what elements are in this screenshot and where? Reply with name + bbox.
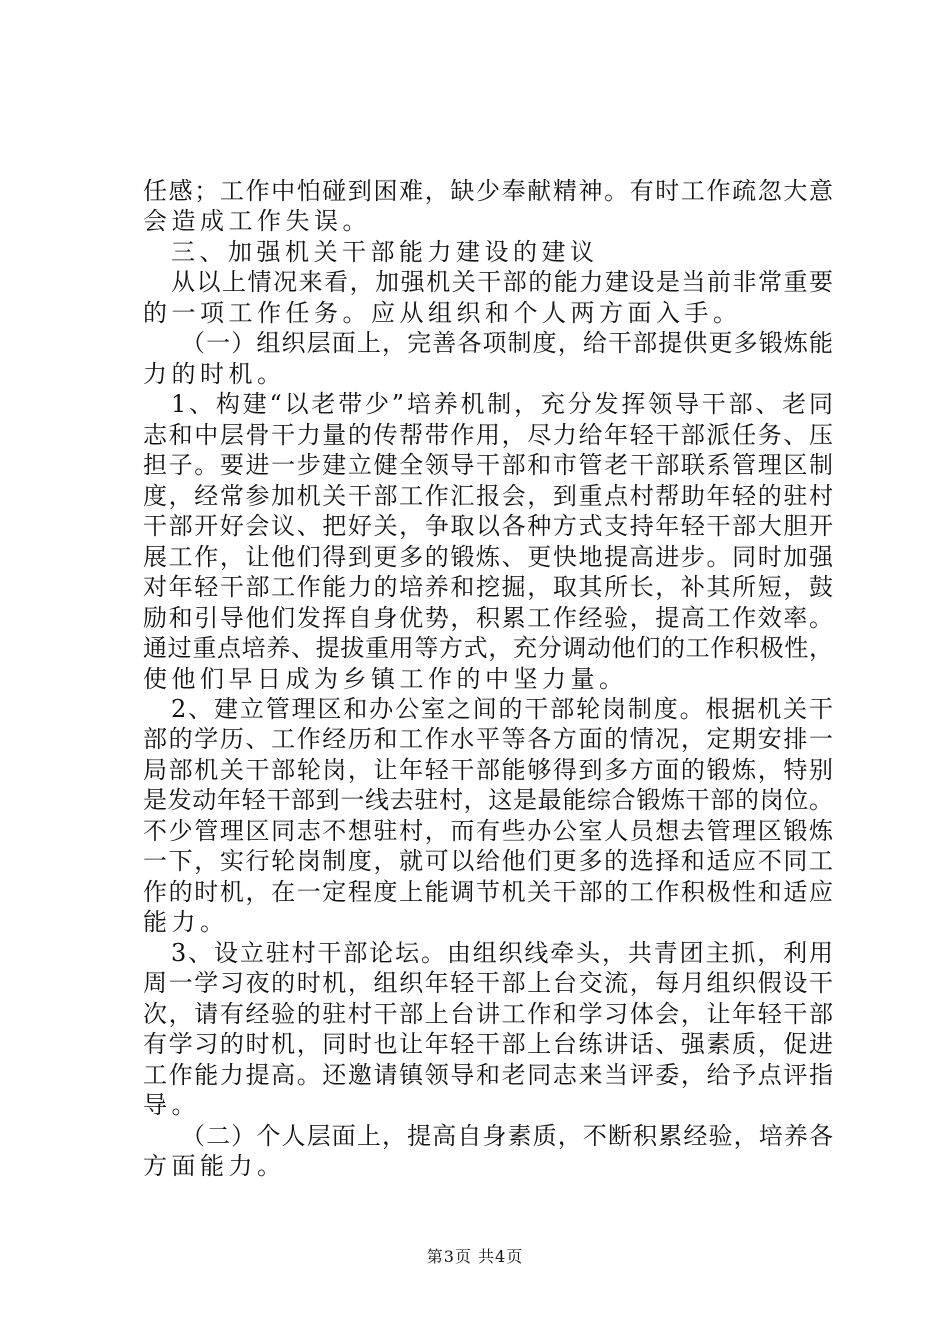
text-line: 能力。 [143,908,229,937]
text-line: 工作能力提高。还邀请镇领导和老同志来当评委，给予点评指 [143,1060,833,1089]
text-line: （二）个人层面上，提高自身素质，不断积累经验，培养各 [181,1121,833,1150]
text-line: 通过重点培养、提拔重用等方式，充分调动他们的工作积极性， [143,634,833,663]
paragraph [143,1121,833,1182]
paragraph [143,237,833,267]
text-line: 2、建立管理区和办公室之间的干部轮岗制度。根据机关干 [171,694,833,723]
text-line: 任感；工作中怕碰到困难，缺少奉献精神。有时工作疏忽大意 [143,177,833,205]
paragraph [143,328,833,389]
text-line: 对年轻干部工作能力的培养和挖掘，取其所长，补其所短，鼓 [143,573,833,602]
text-line: 力的时机。 [143,359,286,388]
text-line: 部的学历、工作经历和工作水平等各方面的情况，定期安排一 [143,725,833,754]
text-line: 的一项工作任务。应从组织和个人两方面入手。 [143,298,742,327]
paragraph [143,389,833,694]
text-line: 干部开好会议、把好关，争取以各种方式支持年轻干部大胆开 [143,512,833,541]
paragraph [143,938,833,1121]
paragraph [143,694,833,938]
text-line: 有学习的时机，同时也让年轻干部上台练讲话、强素质，促进 [143,1030,833,1059]
text-line: 励和引导他们发挥自身优势，积累工作经验，提高工作效率。 [143,603,833,632]
text-line: 担子。要进一步建立健全领导干部和市管老干部联系管理区制 [143,451,833,480]
text-line: 是发动年轻干部到一线去驻村，这是最能综合锻炼干部的岗位。 [143,786,833,815]
paragraph [143,267,833,328]
text-line: 志和中层骨干力量的传帮带作用，尽力给年轻干部派任务、压 [143,420,833,449]
text-line: 三、加强机关干部能力建设的建议 [171,237,599,266]
text-line: 作的时机，在一定程度上能调节机关干部的工作积极性和适应 [143,877,833,906]
text-line: 周一学习夜的时机，组织年轻干部上台交流，每月组织假设干 [143,969,833,998]
text-line: 展工作，让他们得到更多的锻炼、更快地提高进步。同时加强 [143,542,833,571]
text-line: 不少管理区同志不想驻村，而有些办公室人员想去管理区锻炼 [143,816,833,845]
text-line: 导。 [143,1091,200,1120]
text-line: 方面能力。 [143,1152,286,1180]
text-line: 度，经常参加机关干部工作汇报会，到重点村帮助年轻的驻村 [143,481,833,510]
document-body [143,176,833,1181]
text-line: 局部机关干部轮岗，让年轻干部能够得到多方面的锻炼，特别 [143,755,833,784]
page-footer: 第3页 共4页 [426,1247,524,1266]
text-line: 会造成工作失误。 [143,207,371,236]
text-line: （一）组织层面上，完善各项制度，给干部提供更多锻炼能 [181,329,833,358]
text-line: 次，请有经验的驻村干部上台讲工作和学习体会，让年轻干部 [143,999,833,1028]
text-line: 从以上情况来看，加强机关干部的能力建设是当前非常重要 [171,268,833,297]
paragraph [143,176,833,237]
text-line: 一下，实行轮岗制度，就可以给他们更多的选择和适应不同工 [143,847,833,876]
text-line: 1、构建“以老带少”培养机制，充分发挥领导干部、老同 [171,390,833,419]
text-line: 3、设立驻村干部论坛。由组织线牵头，共青团主抓，利用 [171,938,833,967]
text-line: 使他们早日成为乡镇工作的中坚力量。 [143,664,628,693]
